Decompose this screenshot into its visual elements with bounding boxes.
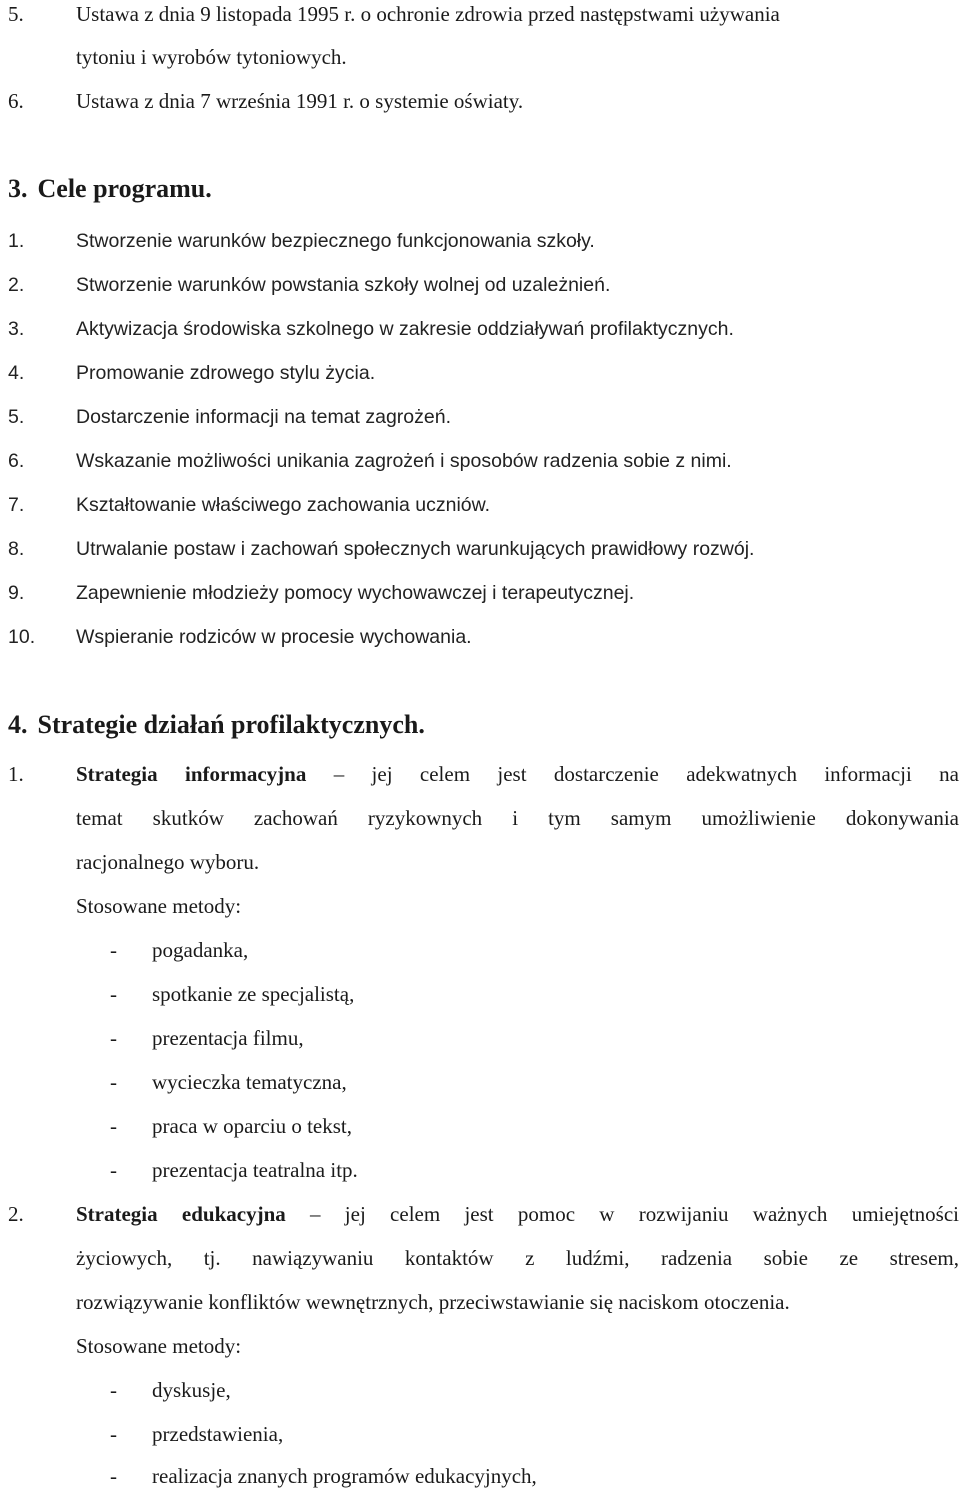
list-text: Aktywizacja środowiska szkolnego w zakresie oddziaływań profilaktycznych.	[76, 318, 734, 340]
section-number: 4.	[8, 710, 28, 739]
strategy-paragraph-line	[76, 1244, 959, 1272]
list-text: Ustawa z dnia 9 listopada 1995 r. o ochronie zdrowia przed następstwami używania	[76, 2, 780, 26]
list-text: Wskazanie możliwości unikania zagrożeń i sposobów radzenia sobie z nimi.	[76, 450, 732, 472]
list-number: 9.	[8, 582, 25, 604]
method-text: prezentacja teatralna itp.	[152, 1158, 358, 1182]
dash-bullet: -	[110, 1378, 117, 1402]
list-text: Dostarczenie informacji na temat zagrożeń.	[76, 406, 452, 428]
strategy-paragraph-line	[76, 1200, 959, 1228]
list-number: 4.	[8, 362, 25, 384]
list-text: Promowanie zdrowego stylu życia.	[76, 362, 376, 384]
strategy-paragraph-line	[76, 1288, 790, 1316]
strategy-name: Strategia edukacyjna	[76, 1202, 286, 1226]
dash-bullet: -	[110, 982, 117, 1006]
list-number: 7.	[8, 494, 25, 516]
dash-bullet: -	[110, 1422, 117, 1446]
section-heading	[8, 709, 425, 741]
method-text: dyskusje,	[152, 1378, 231, 1402]
list-number: 2.	[8, 274, 25, 296]
strategy-name: Strategia informacyjna	[76, 762, 307, 786]
dash-bullet: -	[110, 1464, 117, 1488]
list-number: 5.	[8, 406, 25, 428]
list-text: Ustawa z dnia 7 września 1991 r. o systemie oświaty.	[76, 89, 524, 113]
list-text: Zapewnienie młodzieży pomocy wychowawczej i terapeutycznej.	[76, 582, 635, 604]
methods-label-text: Stosowane metody:	[76, 1334, 242, 1358]
method-text: przedstawienia,	[152, 1422, 284, 1446]
method-text: prezentacja filmu,	[152, 1026, 304, 1050]
list-number: 3.	[8, 318, 25, 340]
list-number: 5.	[8, 2, 24, 26]
section-heading	[8, 173, 212, 205]
list-number: 6.	[8, 89, 24, 113]
strategy-text: – jej celem jest pomoc w rozwijaniu ważnych umiejętności	[285, 1202, 959, 1226]
dash-bullet: -	[110, 1158, 117, 1182]
methods-label	[76, 892, 241, 920]
list-number: 2.	[8, 1202, 24, 1226]
list-number: 10.	[8, 626, 36, 648]
dash-bullet: -	[110, 1070, 117, 1094]
method-text: spotkanie ze specjalistą,	[152, 982, 355, 1006]
list-text: tytoniu i wyrobów tytoniowych.	[76, 45, 347, 69]
strategy-text: – jej celem jest dostarczenie adekwatnych informacji na	[306, 762, 959, 786]
section-title: Cele programu.	[37, 174, 212, 203]
list-text: Stworzenie warunków bezpiecznego funkcjonowania szkoły.	[76, 230, 595, 252]
methods-label	[76, 1332, 241, 1360]
strategy-paragraph-line	[76, 760, 959, 788]
method-text: praca w oparciu o tekst,	[152, 1114, 353, 1138]
list-text: Stworzenie warunków powstania szkoły wolnej od uzależnień.	[76, 274, 611, 296]
dash-bullet: -	[110, 1114, 117, 1138]
list-number: 6.	[8, 450, 25, 472]
list-text: Kształtowanie właściwego zachowania uczniów.	[76, 494, 491, 516]
list-number: 1.	[8, 762, 24, 786]
list-number: 8.	[8, 538, 25, 560]
method-text: realizacja znanych programów edukacyjnych,	[152, 1464, 537, 1488]
strategy-text: rozwiązywanie konfliktów wewnętrznych, przeciwstawianie się naciskom otoczenia.	[76, 1290, 790, 1314]
strategy-text: temat skutków zachowań ryzykownych i tym samym umożliwienie dokonywania	[76, 806, 959, 830]
dash-bullet: -	[110, 938, 117, 962]
method-text: pogadanka,	[152, 938, 249, 962]
strategy-paragraph-line	[76, 804, 959, 832]
method-text: wycieczka tematyczna,	[152, 1070, 347, 1094]
section-number: 3.	[8, 174, 28, 203]
strategy-text: racjonalnego wyboru.	[76, 850, 260, 874]
methods-label-text: Stosowane metody:	[76, 894, 242, 918]
strategy-text: życiowych, tj. nawiązywaniu kontaktów z ludźmi, radzenia sobie ze stresem,	[76, 1246, 959, 1270]
list-text: Utrwalanie postaw i zachowań społecznych warunkujących prawidłowy rozwój.	[76, 538, 755, 560]
list-number: 1.	[8, 230, 25, 252]
dash-bullet: -	[110, 1026, 117, 1050]
strategy-paragraph-line	[76, 848, 259, 876]
section-title: Strategie działań profilaktycznych.	[37, 710, 425, 739]
list-text: Wspieranie rodziców w procesie wychowania.	[76, 626, 472, 648]
